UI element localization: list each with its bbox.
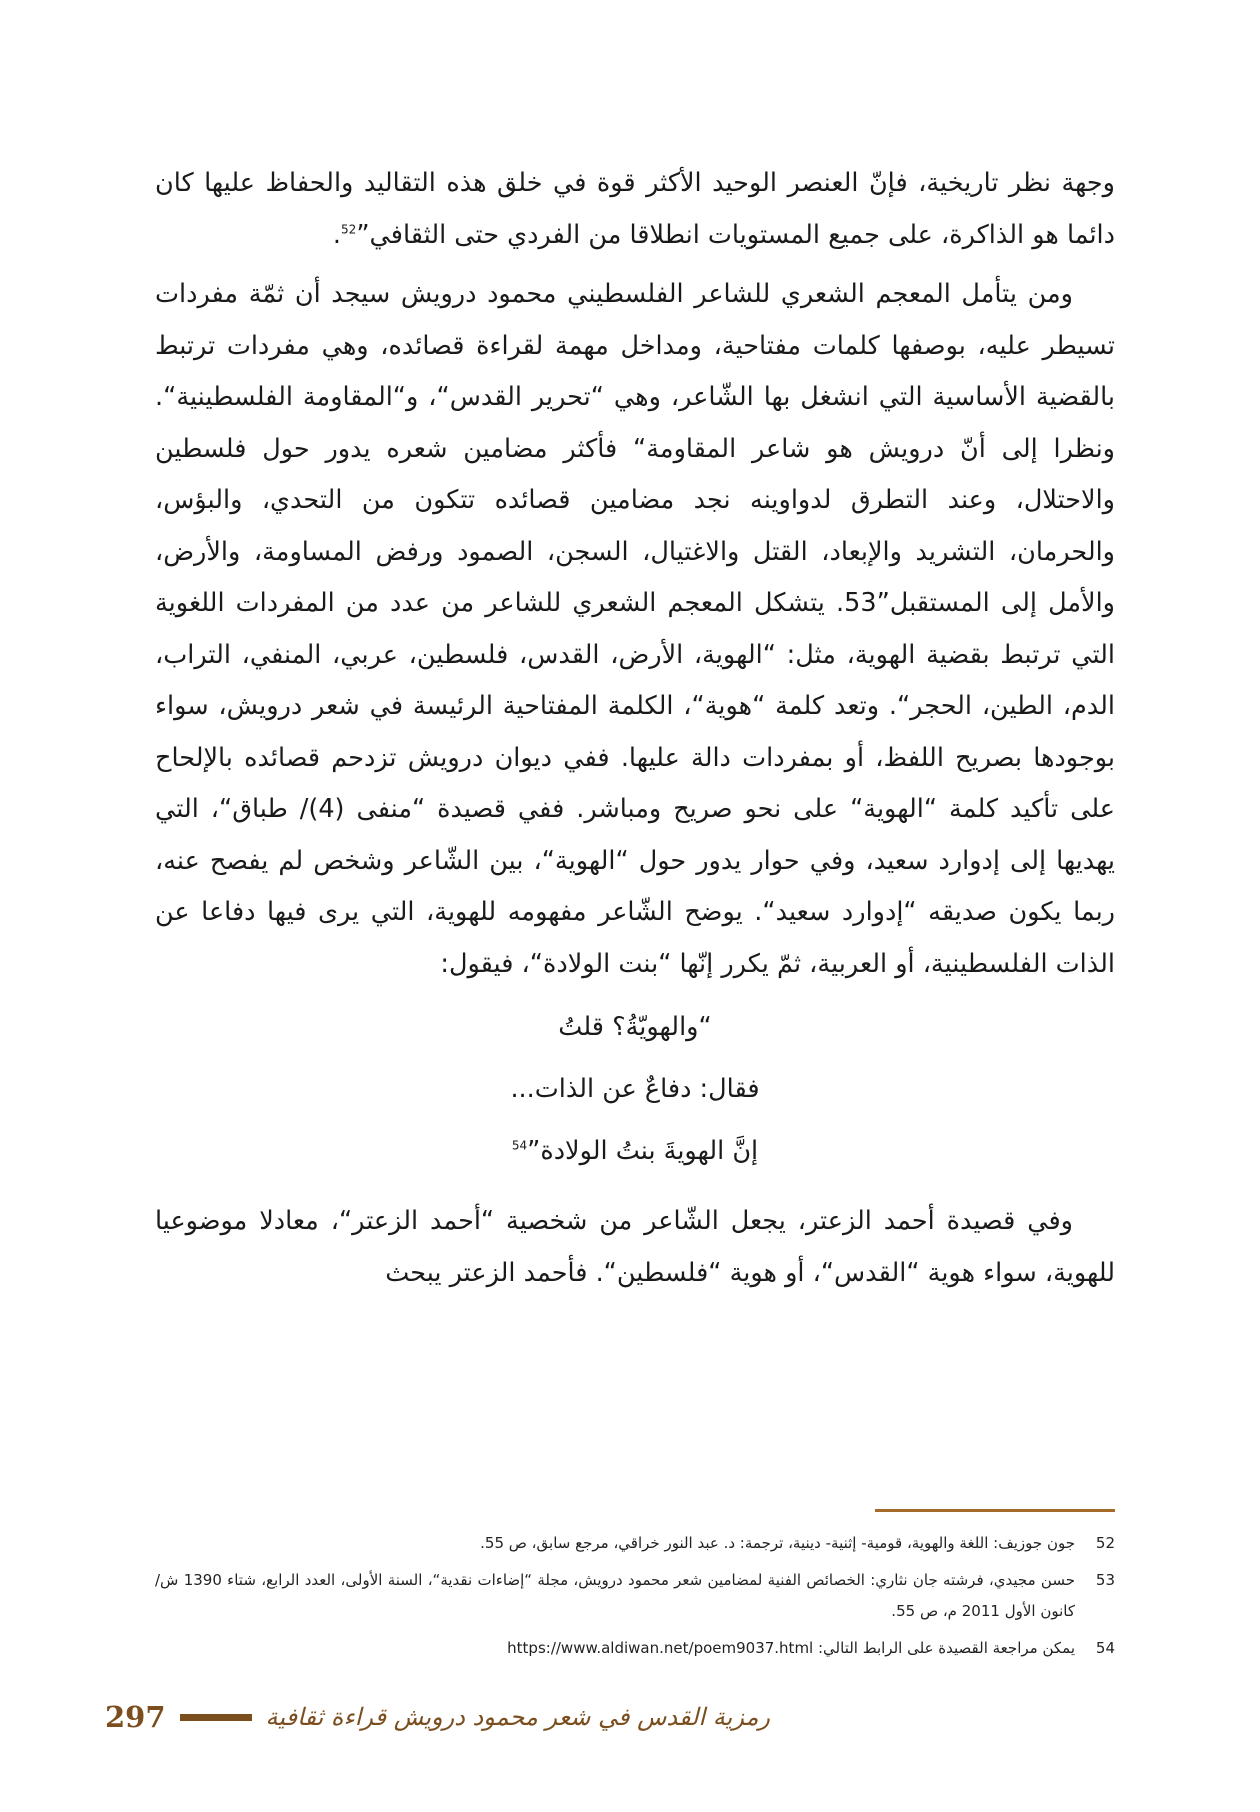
footnote-number: 54 [1095,1639,1115,1657]
poem-line-3-text: إنَّ الهويةَ بنتُ الولادة” [527,1136,759,1166]
paragraph-2: ومن يتأمل المعجم الشعري للشاعر الفلسطيني محمود درويش سيجد أن ثمّة مفردات تسيطر عليه، بوصفها كلمات مفتاحية، ومداخل مهمة لقراءة قصائده، وهي مفردات ترتبط بالقضية الأساسية التي انشغل بها الشّاعر، وهي “تحرير القدس“، و“المقاومة الفلسطينية“. ونظرا إلى أنّ درويش هو شاعر المقاومة“ فأكثر مضامين شعره يدور حول فلسطين والاحتلال، وعند التطرق لدواوينه نجد مضامين قصائده تتكون من التحدي، والبؤس، والحرمان، التشريد والإبعاد، القتل والاغتيال، السجن، الصمود ورفض المساومة، والأرض، والأمل إلى المستقبل”53. يتشكل المعجم الشعري للشاعر من عدد من المفردات اللغوية التي ترتبط بقضية الهوية، مثل: “الهوية، الأرض، القدس، فلسطين، عربي، المنفي، التراب، الدم، الطين، الحجر“. وتعد كلمة “هوية“، الكلمة المفتاحية الرئيسة في شعر درويش، سواء بوجودها بصريح اللفظ، أو بمفردات دالة عليها. ففي ديوان درويش تزدحم قصائده بالإلحاح على تأكيد كلمة “الهوية“ على نحو صريح ومباشر. ففي قصيدة “منفى (4)/ طباق“، التي يهديها إلى إدوارد سعيد، وفي حوار يدور حول “الهوية“، بين الشّاعر وشخص لم يفصح عنه، ربما يكون صديقه “إدوارد سعيد“. يوضح الشّاعر مفهومه للهوية، التي يرى فيها دفاعا عن الذات الفلسطينية، أو العربية، ثمّ يكرر إنّها “بنت الولادة“، فيقول: [155,279,1115,979]
footnote-ref-54: 54 [511,1138,528,1153]
footnote-text: حسن مجيدي، فرشته جان نثاري: الخصائص الفنية لمضامين شعر محمود درويش، مجلة “إضاءات نقدية“، السنة الأولى، العدد الرابع، شتاء 1390 ش/كانون الأول 2011 م، ص 55. [155,1571,1075,1620]
poem-quote [155,996,1115,1182]
footnote-54 [155,1633,1115,1664]
poem-line-3 [155,1120,1115,1182]
footnote-52 [155,1528,1115,1559]
footnote-text: جون جوزيف: اللغة والهوية، قومية- إثنية- دينية، ترجمة: د. عبد النور خراقي، مرجع سابق، ص 55. [480,1534,1075,1552]
footer-bar [180,1714,252,1721]
footnote-number: 53 [1095,1571,1115,1589]
poem-line-2: فقال: دفاعٌ عن الذات... [510,1074,760,1104]
footnote-number: 52 [1095,1534,1115,1552]
footnotes [155,1528,1115,1670]
paragraph-3: وفي قصيدة أحمد الزعتر، يجعل الشّاعر من شخصية “أحمد الزعتر“، معادلا موضوعيا للهوية، سواء هوية “القدس“، أو هوية “فلسطين“. فأحمد الزعتر يبحث [155,1206,1115,1288]
paragraph-1 [155,158,1115,261]
paragraph-1-text: وجهة نظر تاريخية، فإنّ العنصر الوحيد الأكثر قوة في خلق هذه التقاليد والحفاظ عليها كان دائما هو الذاكرة، على جميع المستويات انطلاقا من الفردي حتى الثقافي” [155,168,1115,250]
page-footer [105,1692,1115,1742]
footnote-text: يمكن مراجعة القصيدة على الرابط التالي: https://www.aldiwan.net/poem9037.html [507,1639,1075,1657]
footnote-divider [875,1509,1115,1512]
poem-line-1: “والهويّةُ؟ قلتُ [558,1012,712,1042]
paragraph-1-trailing: . [332,219,342,250]
page-number: 297 [105,1700,166,1734]
main-text [155,158,1115,1299]
footnote-ref-52: 52 [341,222,357,236]
footnote-53 [155,1565,1115,1627]
running-title: رمزية القدس في شعر محمود درويش قراءة ثقافية [265,1703,771,1731]
